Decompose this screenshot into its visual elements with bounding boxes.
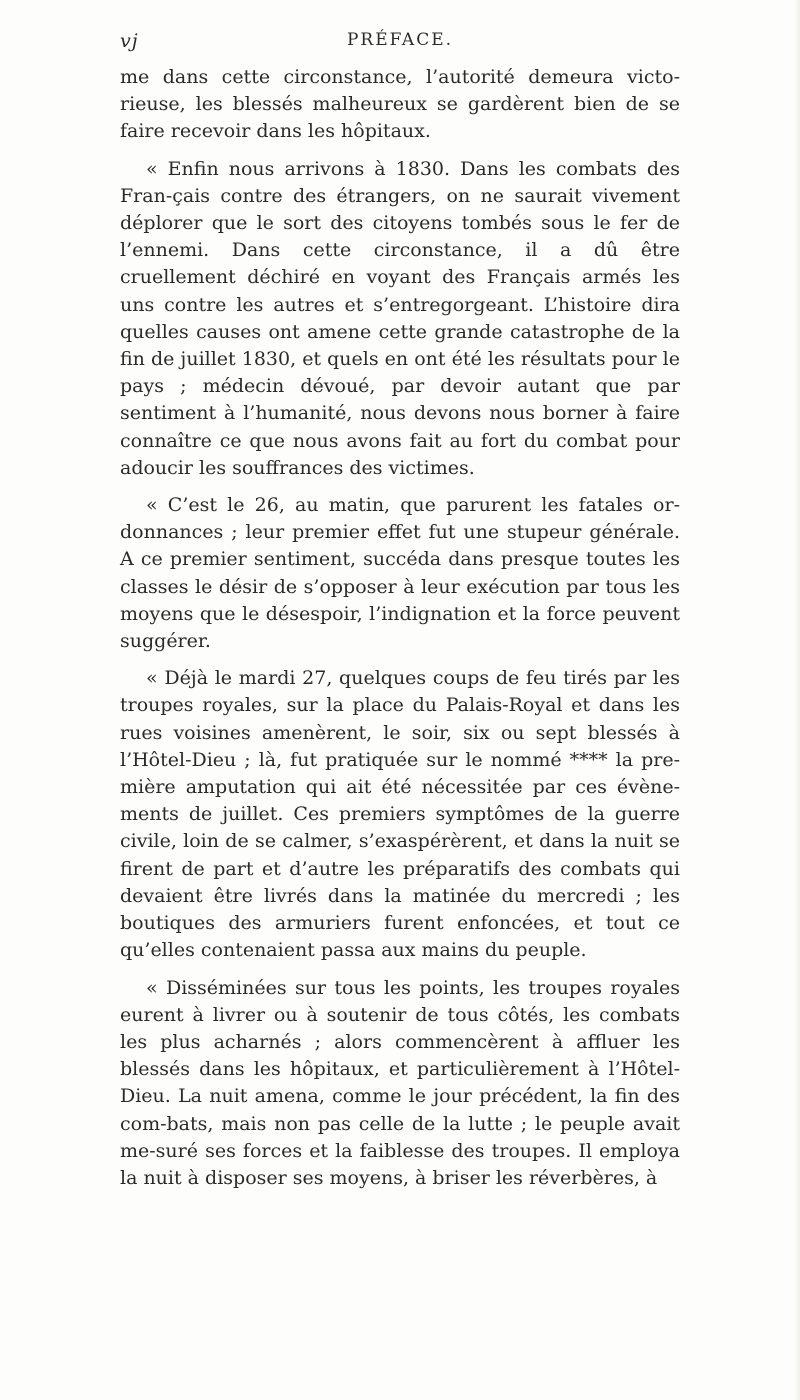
paragraph-1830: « Enfin nous arrivons à 1830. Dans les combats des Fran-çais contre des étrangers, on ne saurait vivement déplorer que le sort des citoyens tombés sous le fer de l’ennemi. Dans cette circonstance, il a dû être cruellement déchiré en voyant des Français armés les uns contre les autres et s’entregorgeant. L’histoire dira quelles causes ont amene cette grande catastrophe de la fin de juillet 1830, et quels en ont été les résultats pour le pays ; médecin dévoué, par devoir autant que par sentiment à l’humanité, nous devons nous borner à faire connaître ce que nous avons fait au fort du combat pour adoucir les souffrances des victimes. (120, 157, 680, 479)
body-text (120, 64, 680, 1192)
running-title: PRÉFACE. (346, 30, 454, 50)
paragraph-continuation: me dans cette circonstance, l’autorité demeura victo-rieuse, les blessés malheureux se gardèrent bien de se faire recevoir dans les hôpitaux. (120, 66, 680, 143)
page-number: vj (120, 30, 139, 52)
page-header (120, 30, 680, 56)
paragraph-mardi-27: « Déjà le mardi 27, quelques coups de feu tirés par les troupes royales, sur la place du Palais-Royal et dans les rues voisines amenèrent, le soir, six ou sept blessés à l’Hôtel-Dieu ; là, fut pratiquée sur le nommé **** la pre-mière amputation qui ait été nécessitée par ces évène-ments de juillet. Ces premiers symptômes de la guerre civile, loin de se calmer, s’exaspérèrent, et dans la nuit se firent de part et d’autre les préparatifs des combats qui devaient être livrés dans la matinée du mercredi ; les boutiques des armuriers furent enfoncées, et tout ce qu’elles contenaient passa aux mains du peuple. (120, 667, 680, 962)
paragraph-ordonnances: « C’est le 26, au matin, que parurent les fatales or-donnances ; leur premier effet fut une stupeur générale. A ce premier sentiment, succéda dans presque toutes les classes le désir de s’opposer à leur exécution par tous les moyens que le désespoir, l’indignation et la force peuvent suggérer. (120, 494, 680, 653)
page-edge-shadow (794, 0, 800, 1400)
paragraph-troupes-royales: « Disséminées sur tous les points, les troupes royales eurent à livrer ou à soutenir de tous côtés, les combats les plus acharnés ; alors commencèrent à affluer les blessés dans les hôpitaux, et particulièrement à l’Hôtel-Dieu. La nuit amena, comme le jour précédent, la fin des com-bats, mais non pas celle de la lutte ; le peuple avait me-suré ses forces et la faiblesse des troupes. Il employa la nuit à disposer ses moyens, à briser les réverbères, à (120, 976, 680, 1189)
